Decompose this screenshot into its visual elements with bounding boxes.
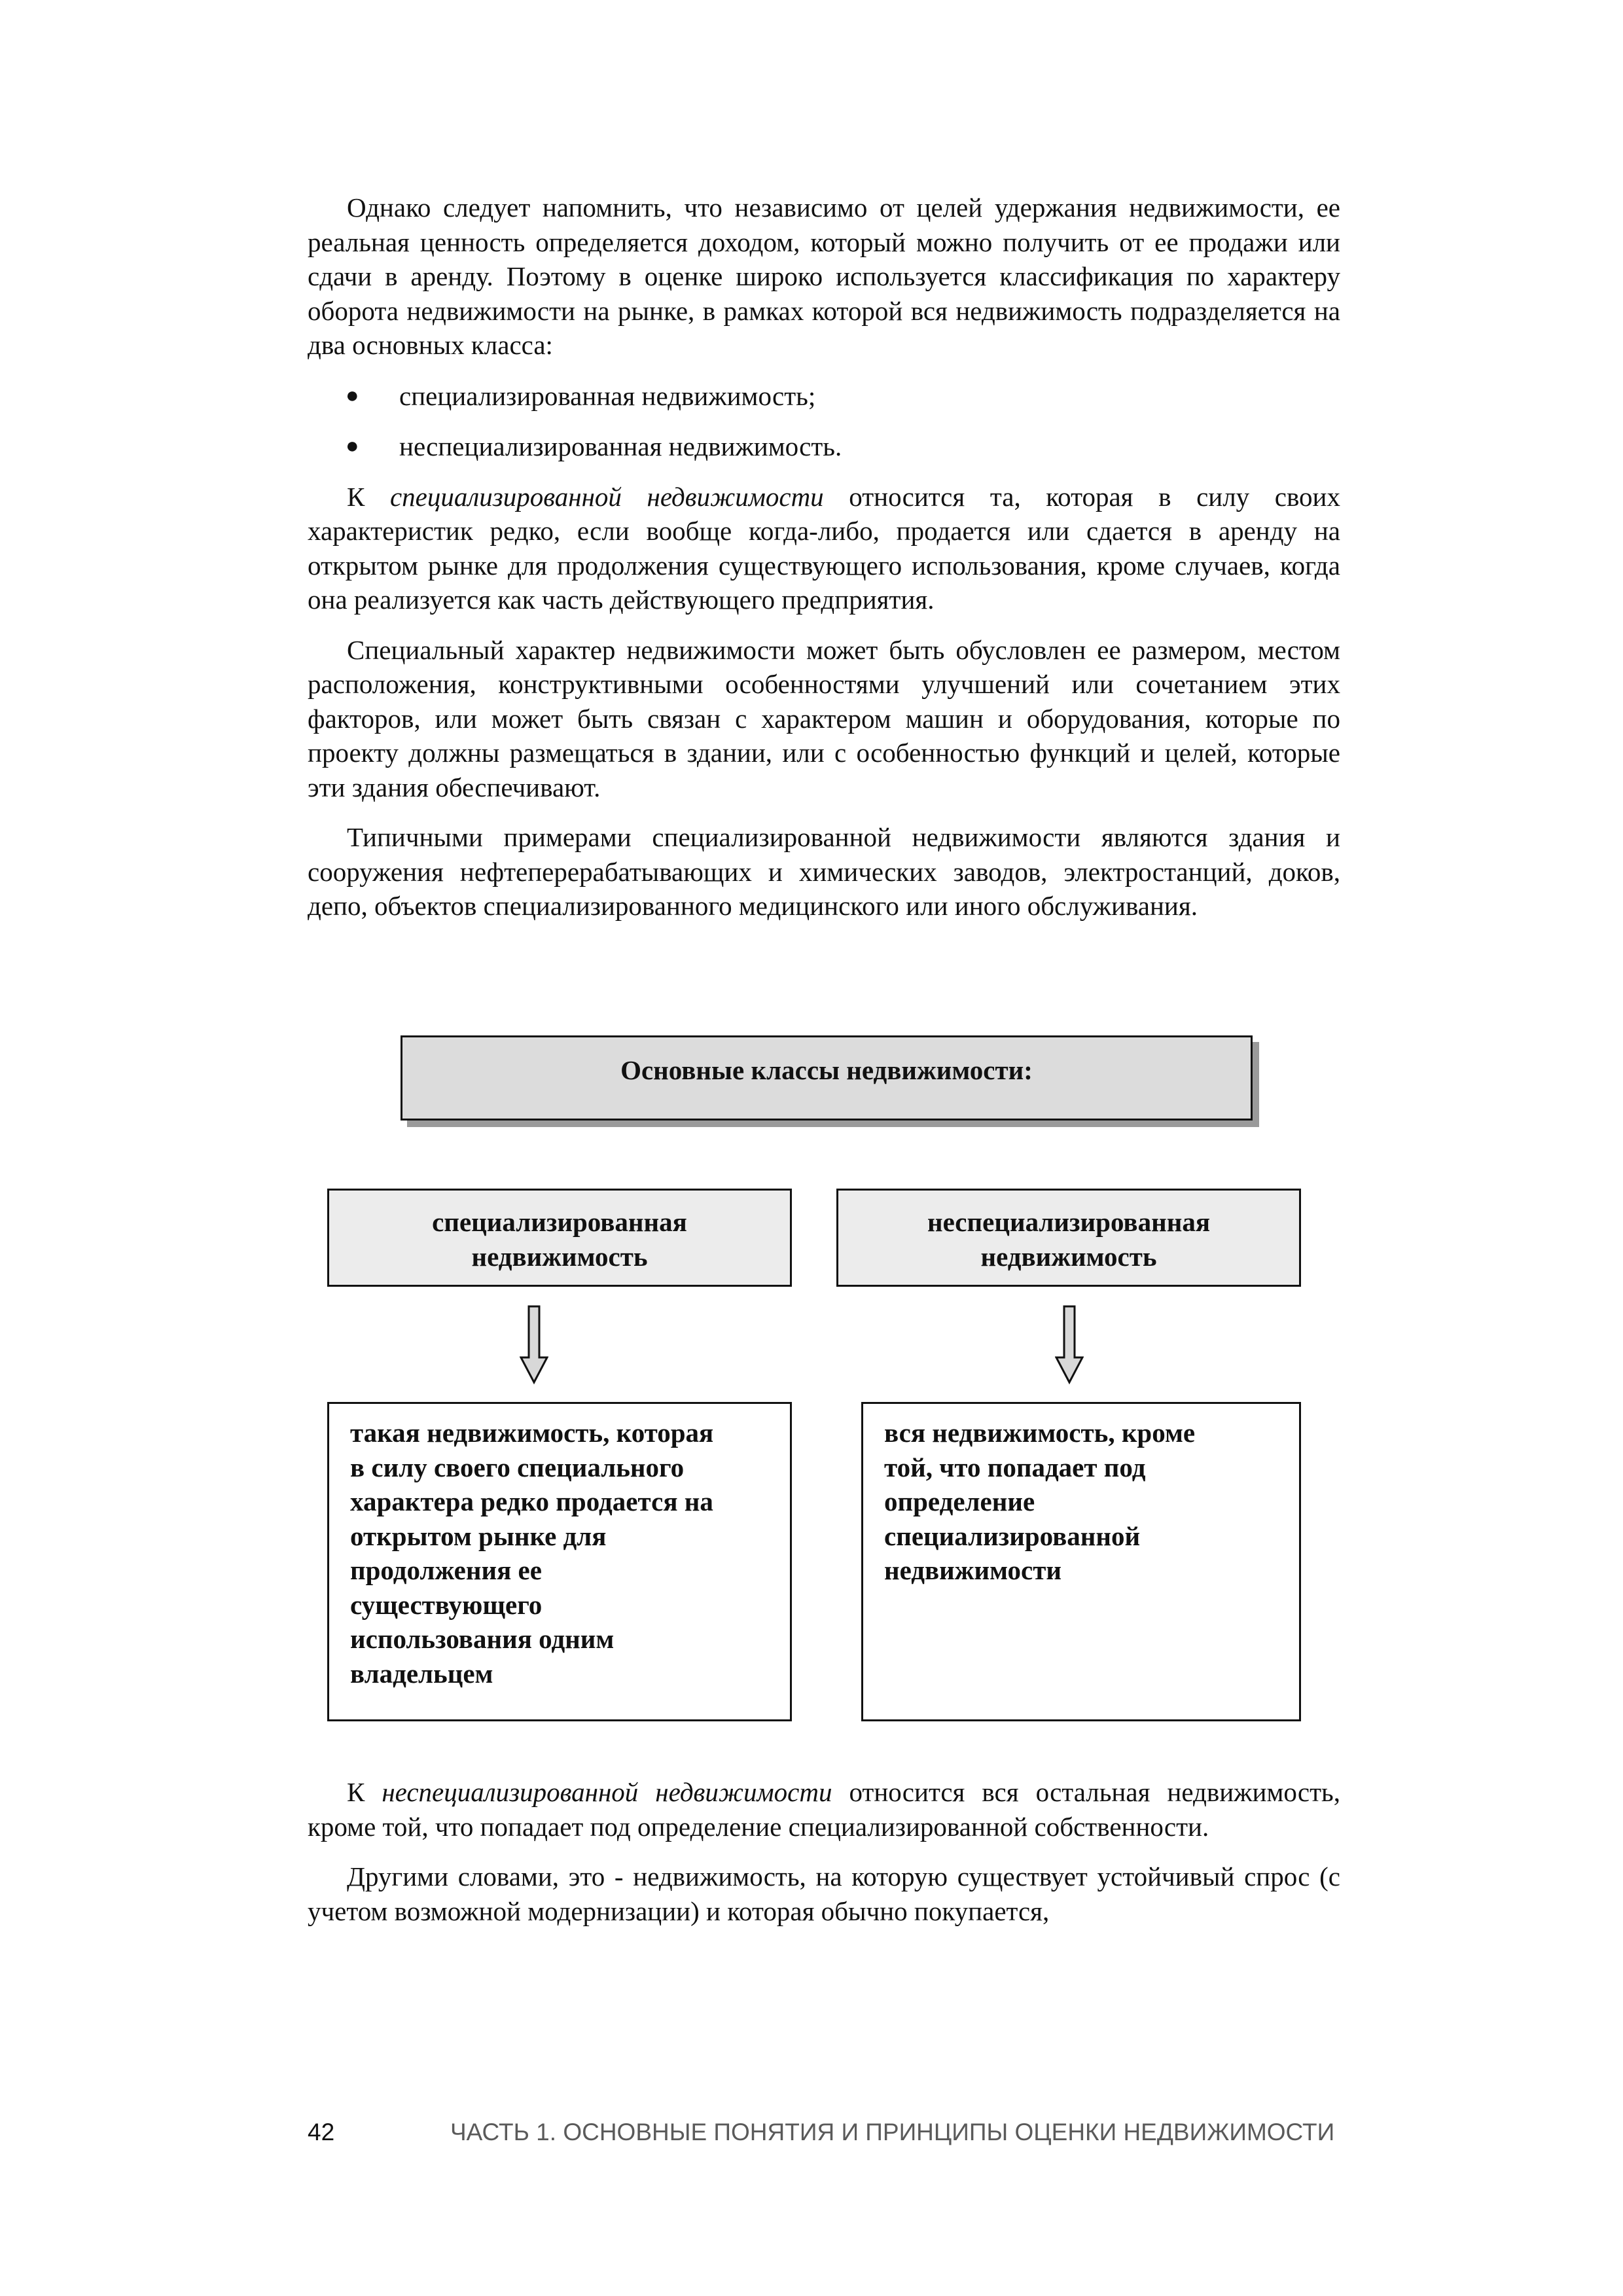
italic-term: специализированной недвижимости <box>389 481 824 512</box>
bullet-item <box>308 429 1340 464</box>
intro-paragraph: Однако следует напомнить, что независимо от целей удержания недвижимости, ее реальная ценность определяется доходом, который можно получить от ее продажи или сдачи в аренду. Поэтому в оценке широко используется классификация по характеру оборота недвижимости на рынке, в рамках которой вся недвижимость подразделяется на два основных класса: <box>308 192 1340 360</box>
nonspecialized-definition-paragraph <box>308 1775 1340 1844</box>
desc-line: специализированной <box>884 1520 1141 1551</box>
desc-line: такая недвижимость, которая <box>350 1418 714 1448</box>
para-rest: относится вся остальная недвижимость, кроме той, что попадает под определение специализированной собственности. <box>308 1777 1340 1842</box>
examples-paragraph: Типичными примерами специализированной недвижимости являются здания и сооружения нефтеперерабатывающих и химических заводов, электростанций, доков, депо, объектов специализированного медицинского или иного обслуживания. <box>308 822 1340 921</box>
bullet-text: специализированная недвижимость; <box>399 380 816 411</box>
para-prefix: К <box>347 481 390 512</box>
desc-line: характера редко продается на <box>350 1486 713 1516</box>
specialized-class-box <box>327 1189 792 1287</box>
diagram-title: Основные классы недвижимости: <box>620 1055 1033 1085</box>
bullet-text: неспециализированная недвижимость. <box>399 431 842 461</box>
class-label-line: специализированная <box>432 1207 687 1237</box>
class-label-line: неспециализированная <box>927 1207 1211 1237</box>
desc-line: той, что попадает под <box>884 1452 1146 1482</box>
bullet-icon: ● <box>346 434 359 458</box>
other-words-paragraph: Другими словами, это - недвижимость, на которую существует устойчивый спрос (с учетом возможной модернизации) и которая обычно покупается, <box>308 1861 1340 1926</box>
nonspecialized-class-box <box>836 1189 1301 1287</box>
class-bullet-list <box>308 379 1340 464</box>
desc-line: использования одним <box>350 1624 615 1654</box>
desc-line: владельцем <box>350 1658 493 1689</box>
lower-text <box>308 1775 1340 1928</box>
down-arrow-icon <box>520 1305 548 1385</box>
page-number: 42 <box>308 2119 335 2145</box>
nonspecialized-description-box <box>861 1402 1301 1721</box>
desc-line: в силу своего специального <box>350 1452 685 1482</box>
specialized-definition-paragraph <box>308 480 1340 617</box>
desc-line: недвижимости <box>884 1555 1061 1585</box>
down-arrow-icon <box>1055 1305 1084 1385</box>
desc-line: существующего <box>350 1589 543 1620</box>
class-label-line: недвижимость <box>980 1241 1157 1272</box>
class-label-line: недвижимость <box>471 1241 648 1272</box>
specialized-description-box <box>327 1402 792 1721</box>
desc-line: продолжения ее <box>350 1555 542 1585</box>
special-character-paragraph: Специальный характер недвижимости может быть обусловлен ее размером, местом расположения, конструктивными особенностями улучшений или сочетанием этих факторов, или может быть связан с характером машин и оборудования, которые по проекту должны размещаться в здании, или с особенностью функций и целей, которые эти здания обеспечивают. <box>308 634 1340 802</box>
para-rest: относится та, которая в силу своих характеристик редко, если вообще когда-либо, продается или сдается в аренду на открытом рынке для продолжения существующего использования, кроме случаев, когда она реализуется как часть действующего предприятия. <box>308 481 1340 615</box>
para-prefix: К <box>347 1777 382 1807</box>
desc-line: определение <box>884 1486 1035 1516</box>
running-title: ЧАСТЬ 1. ОСНОВНЫЕ ПОНЯТИЯ И ПРИНЦИПЫ ОЦЕНКИ НЕДВИЖИМОСТИ <box>450 2119 1335 2145</box>
diagram-title-box <box>401 1035 1253 1121</box>
bullet-icon: ● <box>346 383 359 408</box>
italic-term: неспециализированной недвижимости <box>382 1777 832 1807</box>
bullet-item <box>308 379 1340 414</box>
desc-line: вся недвижимость, кроме <box>884 1418 1196 1448</box>
upper-text <box>308 190 1340 924</box>
desc-line: открытом рынке для <box>350 1520 607 1551</box>
